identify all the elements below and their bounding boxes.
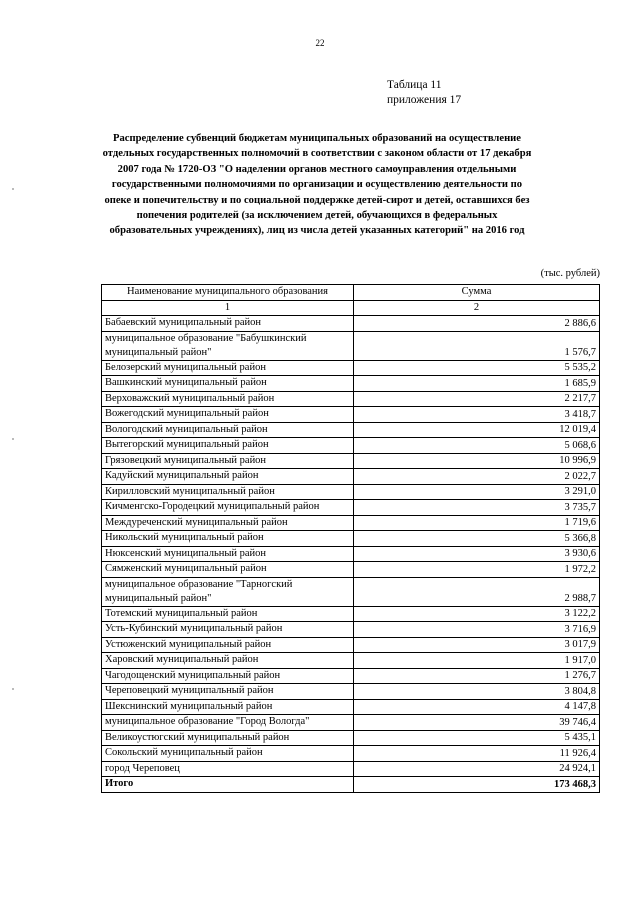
municipality-name: Харовский муниципальный район <box>102 653 354 669</box>
municipality-name: Кирилловский муниципальный район <box>102 484 354 500</box>
table-row <box>102 653 600 669</box>
table-header-row <box>102 285 600 301</box>
municipality-name: Нюксенский муниципальный район <box>102 546 354 562</box>
subsidy-amount: 5 535,2 <box>354 360 600 376</box>
table-row <box>102 376 600 392</box>
municipality-name: Белозерский муниципальный район <box>102 360 354 376</box>
table-row <box>102 407 600 423</box>
subsidy-amount: 3 930,6 <box>354 546 600 562</box>
appendix-number: приложения 17 <box>387 94 462 106</box>
table-row <box>102 531 600 547</box>
margin-mark <box>12 438 14 440</box>
table-row <box>102 730 600 746</box>
table-number: Таблица 11 <box>387 79 442 91</box>
table-row <box>102 391 600 407</box>
table-row <box>102 453 600 469</box>
municipality-name: Вологодский муниципальный район <box>102 422 354 438</box>
total-amount: 173 468,3 <box>354 777 600 793</box>
table-row <box>102 469 600 485</box>
municipality-name: Кичменгско-Городецкий муниципальный район <box>102 500 354 516</box>
municipality-name: Тотемский муниципальный район <box>102 606 354 622</box>
municipality-name: Грязовецкий муниципальный район <box>102 453 354 469</box>
subsidy-amount: 12 019,4 <box>354 422 600 438</box>
subsidy-amount: 1 972,2 <box>354 562 600 578</box>
table-row <box>102 715 600 731</box>
table-row <box>102 360 600 376</box>
column-number-1: 1 <box>102 300 354 316</box>
table-row <box>102 637 600 653</box>
municipality-name: Никольский муниципальный район <box>102 531 354 547</box>
municipality-name: Череповецкий муниципальный район <box>102 684 354 700</box>
table-row <box>102 331 600 360</box>
subsidy-amount: 2 988,7 <box>354 577 600 606</box>
municipality-name: Устюженский муниципальный район <box>102 637 354 653</box>
municipality-name: Вашкинский муниципальный район <box>102 376 354 392</box>
column-header-name: Наименование муниципального образования <box>102 285 354 301</box>
column-number-2: 2 <box>354 300 600 316</box>
document-title: Распределение субвенций бюджетам муниципальных образований на осуществление отдельных государственных полномочий в соответствии с законом области от 17 декабря 2007 года № 1720-ОЗ "О наделении органов местного самоуправления отдельными государственными полномочиями по организации и осуществлению деятельности по опеке и попечительству и по социальной поддержке детей-сирот и детей, оставшихся без попечения родителей (за исключением детей, обучающихся в федеральных образовательных учреждениях), лиц из числа детей указанных категорий" на 2016 год <box>102 133 532 237</box>
table-row <box>102 562 600 578</box>
table-row <box>102 699 600 715</box>
subsidy-amount: 3 418,7 <box>354 407 600 423</box>
subsidy-table <box>101 284 600 793</box>
table-reference <box>387 78 461 108</box>
margin-mark <box>12 188 14 190</box>
table-row <box>102 668 600 684</box>
subsidy-amount: 3 017,9 <box>354 637 600 653</box>
municipality-name: Вожегодский муниципальный район <box>102 407 354 423</box>
subsidy-amount: 2 217,7 <box>354 391 600 407</box>
municipality-name: Сокольский муниципальный район <box>102 746 354 762</box>
table-row <box>102 546 600 562</box>
municipality-name: Междуреченский муниципальный район <box>102 515 354 531</box>
subsidy-amount: 1 576,7 <box>354 331 600 360</box>
subsidy-amount: 2 022,7 <box>354 469 600 485</box>
subsidy-amount: 3 804,8 <box>354 684 600 700</box>
page-number: 22 <box>315 38 325 48</box>
municipality-name: Шекснинский муниципальный район <box>102 699 354 715</box>
table-row <box>102 684 600 700</box>
total-row <box>102 777 600 793</box>
table-body <box>102 316 600 793</box>
municipality-name: Великоустюгский муниципальный район <box>102 730 354 746</box>
municipality-name: муниципальное образование "Город Вологда" <box>102 715 354 731</box>
column-header-sum: Сумма <box>354 285 600 301</box>
table-row <box>102 746 600 762</box>
subsidy-amount: 11 926,4 <box>354 746 600 762</box>
table-row <box>102 316 600 332</box>
subsidy-amount: 5 435,1 <box>354 730 600 746</box>
table-row <box>102 500 600 516</box>
municipality-name: Сямженский муниципальный район <box>102 562 354 578</box>
units-label: (тыс. рублей) <box>540 268 600 279</box>
municipality-name: Кадуйский муниципальный район <box>102 469 354 485</box>
subsidy-amount: 3 291,0 <box>354 484 600 500</box>
subsidy-amount: 5 068,6 <box>354 438 600 454</box>
table-row <box>102 438 600 454</box>
subsidy-amount: 3 716,9 <box>354 622 600 638</box>
municipality-name: Вытегорский муниципальный район <box>102 438 354 454</box>
municipality-name: Верховажский муниципальный район <box>102 391 354 407</box>
table-row <box>102 622 600 638</box>
table-row <box>102 606 600 622</box>
municipality-name: муниципальное образование "Бабушкинский муниципальный район" <box>102 331 354 360</box>
municipality-name: Чагодощенский муниципальный район <box>102 668 354 684</box>
municipality-name: Усть-Кубинский муниципальный район <box>102 622 354 638</box>
subsidy-amount: 1 917,0 <box>354 653 600 669</box>
subsidy-amount: 39 746,4 <box>354 715 600 731</box>
subsidy-amount: 10 996,9 <box>354 453 600 469</box>
municipality-name: Бабаевский муниципальный район <box>102 316 354 332</box>
table-row <box>102 761 600 777</box>
subsidy-amount: 3 735,7 <box>354 500 600 516</box>
subsidy-amount: 1 276,7 <box>354 668 600 684</box>
subsidy-amount: 5 366,8 <box>354 531 600 547</box>
municipality-name: город Череповец <box>102 761 354 777</box>
subsidy-amount: 3 122,2 <box>354 606 600 622</box>
table-row <box>102 515 600 531</box>
subsidy-amount: 2 886,6 <box>354 316 600 332</box>
subsidy-amount: 1 719,6 <box>354 515 600 531</box>
subsidy-amount: 1 685,9 <box>354 376 600 392</box>
table-row <box>102 422 600 438</box>
subsidy-amount: 24 924,1 <box>354 761 600 777</box>
municipality-name: муниципальное образование "Тарногский муниципальный район" <box>102 577 354 606</box>
total-label: Итого <box>102 777 354 793</box>
table-row <box>102 484 600 500</box>
table-row <box>102 577 600 606</box>
margin-mark <box>12 688 14 690</box>
table-header-number-row <box>102 300 600 316</box>
subsidy-amount: 4 147,8 <box>354 699 600 715</box>
